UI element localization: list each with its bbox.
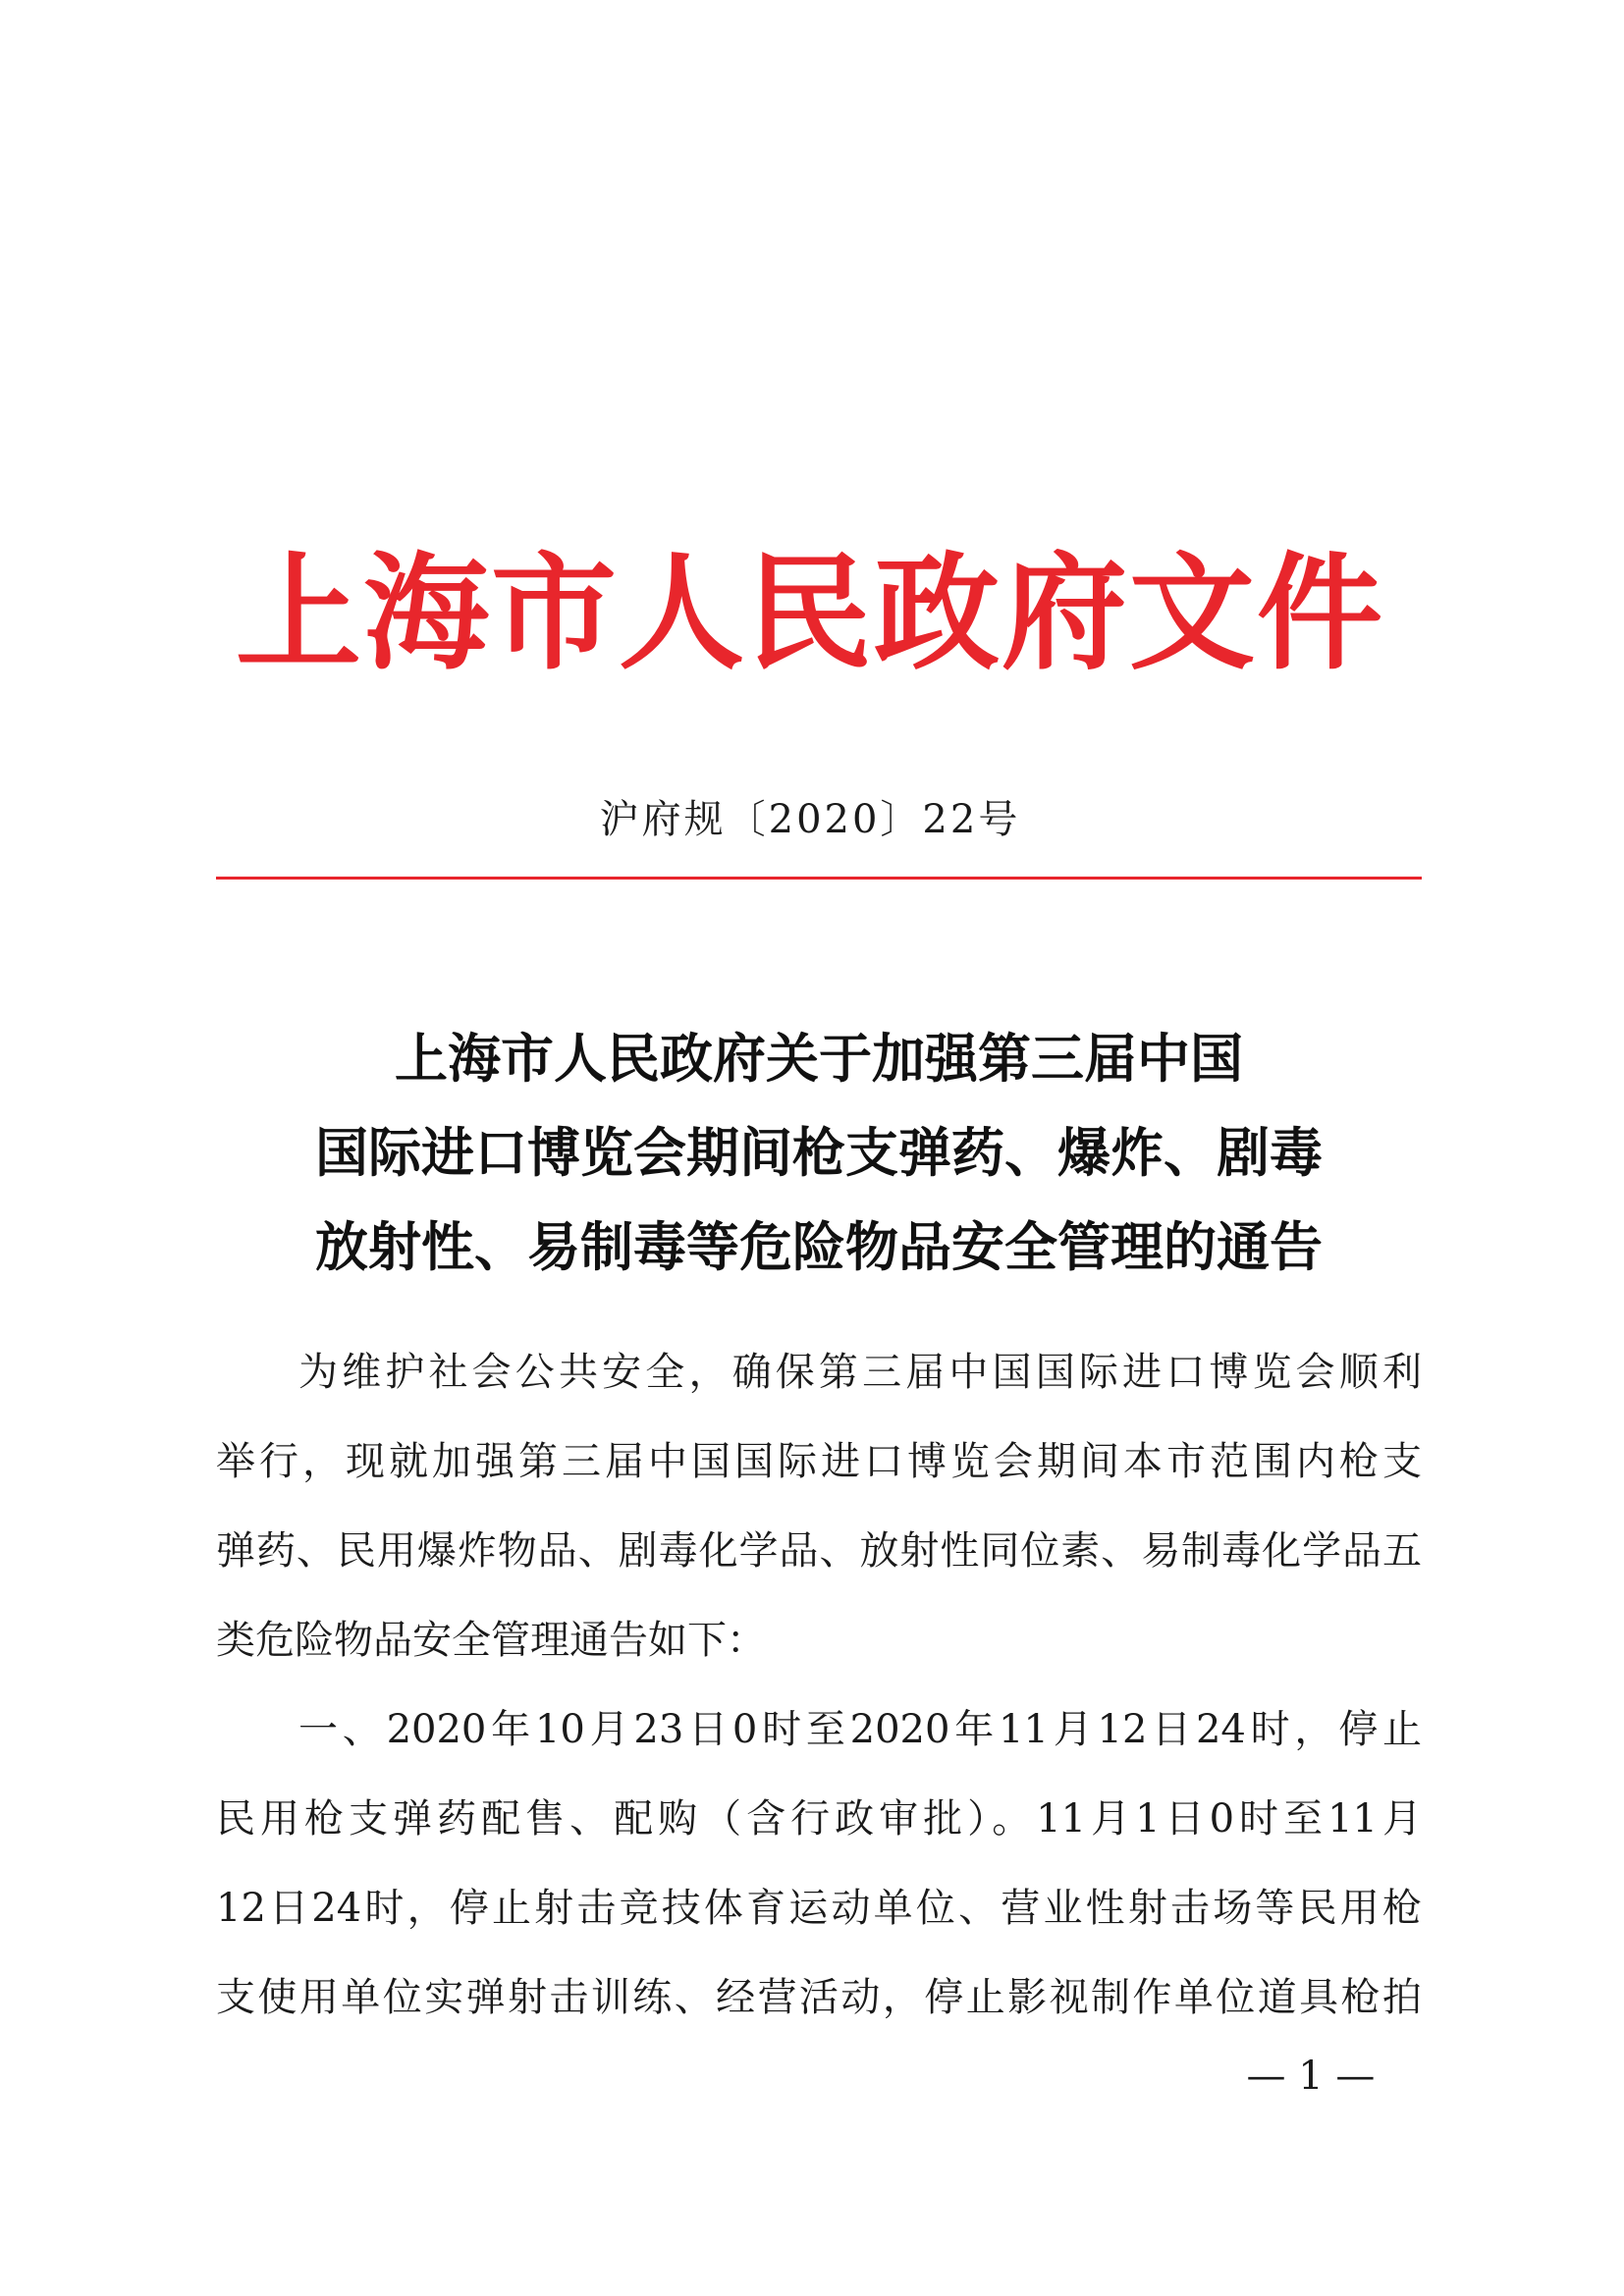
notice-body [216,1328,1422,2043]
page-number: — 1 — [1246,2054,1376,2099]
notice-title [216,1011,1422,1294]
body-line: 举行，现就加强第三届中国国际进口博览会期间本市范围内枪支 [216,1439,1422,1484]
body-line: 12日24时，停止射击竞技体育运动单位、营业性射击场等民用枪 [216,1886,1422,1931]
document-number: 沪府规〔2020〕22号 [599,797,1021,842]
title-line: 放射性、易制毒等危险物品安全管理的通告 [315,1215,1323,1278]
red-separator-rule [216,877,1422,880]
masthead-title: 上海市人民政府文件 [235,540,1384,687]
body-line: 一、2020年10月23日0时至2020年11月12日24时，停止 [298,1707,1422,1752]
body-line: 民用枪支弹药配售、配购（含行政审批）。11月1日0时至11月 [216,1796,1422,1842]
title-line: 上海市人民政府关于加强第三届中国 [395,1027,1243,1090]
body-line: 为维护社会公共安全，确保第三届中国国际进口博览会顺利 [298,1350,1422,1395]
title-line: 国际进口博览会期间枪支弹药、爆炸、剧毒 [315,1121,1323,1184]
body-line: 类危险物品安全管理通告如下： [216,1618,766,1663]
body-line: 支使用单位实弹射击训练、经营活动，停止影视制作单位道具枪拍 [216,1975,1422,2020]
body-line: 弹药、民用爆炸物品、剧毒化学品、放射性同位素、易制毒化学品五 [216,1528,1422,1574]
